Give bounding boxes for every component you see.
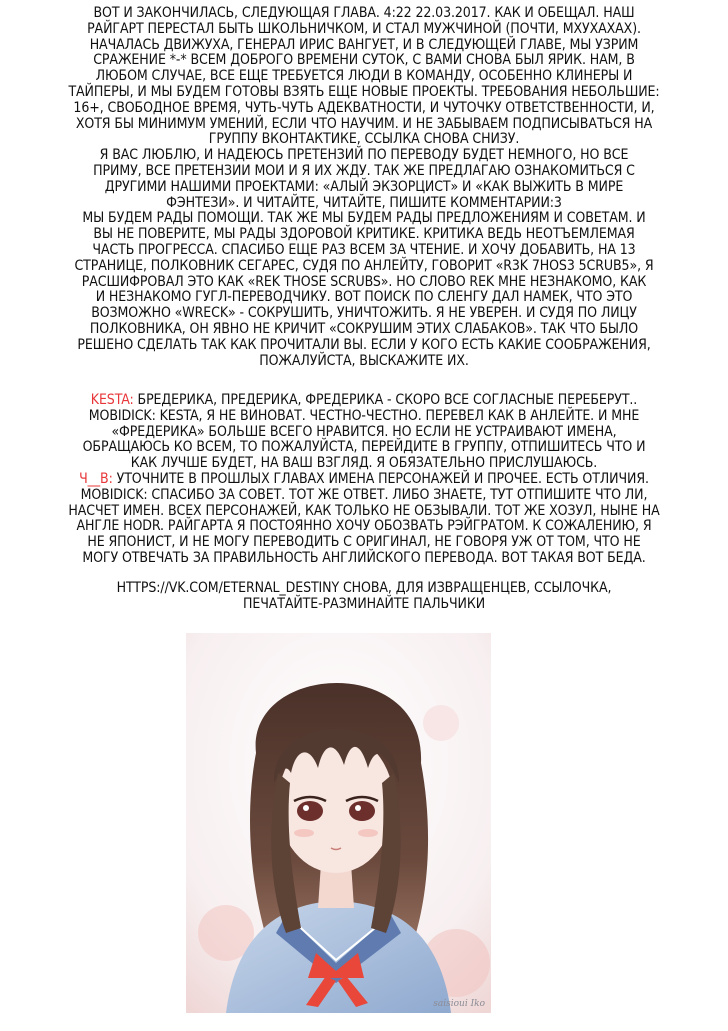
- link-line: HTTPS://VK.COM/ETERNAL_DESTINY СНОВА, ДЛЯ ИЗВРАЩЕНЦЕВ, ССЫЛОЧКА,: [116, 580, 612, 596]
- note-line: ПРИМУ, ВСЕ ПРЕТЕНЗИИ МОИ И Я ИХ ЖДУ. ТАК ЖЕ ПРЕДЛАГАЮ ОЗНАКОМИТЬСЯ С: [93, 162, 635, 179]
- note-line: ВЫ НЕ ПОВЕРИТЕ, МЫ РАДЫ ЗДОРОВОЙ КРИТИКЕ. КРИТИКА ВЕДЬ НЕОТЪЕМЛЕМАЯ: [93, 226, 635, 243]
- note-line: ПОЖАЛУЙСТА, ВЫСКАЖИТЕ ИХ.: [259, 352, 469, 369]
- note-line: ТАЙПЕРЫ, И МЫ БУДЕМ ГОТОВЫ ВЗЯТЬ ЕЩЕ НОВЫЕ ПРОЕКТЫ. ТРЕБОВАНИЯ НЕБОЛЬШИЕ:: [68, 83, 660, 100]
- comment-line: [34, 440, 694, 456]
- illustration-art: [186, 633, 491, 1013]
- commenter-name: Ч__В:: [79, 470, 113, 487]
- note-line: СРАЖЕНИЕ *-* ВСЕМ ДОБРОГО ВРЕМЕНИ СУТОК, С ВАМИ СНОВА БЫЛ ЯРИК. НАМ, В: [93, 52, 635, 69]
- note-line: ВОТ И ЗАКОНЧИЛАСЬ, СЛЕДУЮЩАЯ ГЛАВА. 4:22 22.03.2017. КАК И ОБЕЩАЛ. НАШ: [93, 5, 635, 21]
- comment-line: [34, 488, 694, 504]
- comment-line: [34, 456, 694, 472]
- comment-line: [34, 393, 694, 409]
- link-line: ПЕЧАТАЙТЕ-РАЗМИНАЙТЕ ПАЛЬЧИКИ: [242, 595, 486, 612]
- note-line: И НЕЗНАКОМО ГУГЛ-ПЕРЕВОДЧИКУ. ВОТ ПОИСК ПО СЛЕНГУ ДАЛ НАМЕК, ЧТО ЭТО: [95, 289, 633, 306]
- note-line: ПОЛКОВНИКА, ОН ЯВНО НЕ КРИЧИТ «СОКРУШИМ ЭТИХ СЛАБАКОВ». ТАК ЧТО БЫЛО: [89, 320, 639, 337]
- note-line: ХОТЯ БЫ МИНИМУМ УМЕНИЙ, ЕСЛИ ЧТО НАУЧИМ. И НЕ ЗАБЫВАЕМ ПОДПИСЫВАТЬСЯ НА: [75, 115, 653, 132]
- note-line: МЫ БУДЕМ РАДЫ ПОМОЩИ. ТАК ЖЕ МЫ БУДЕМ РАДЫ ПРЕДЛОЖЕНИЯМ И СОВЕТАМ. И: [82, 210, 646, 227]
- note-line: ЧАСТЬ ПРОГРЕССА. СПАСИБО ЕЩЕ РАЗ ВСЕМ ЗА ЧТЕНИЕ. И ХОЧУ ДОБАВИТЬ, НА 13: [92, 241, 636, 258]
- comment-line: [34, 535, 694, 551]
- commenter-name: KESTA:: [90, 392, 134, 408]
- note-line: Я ВАС ЛЮБЛЮ, И НАДЕЮСЬ ПРЕТЕНЗИЙ ПО ПЕРЕВОДУ БУДЕТ НЕМНОГО, НО ВСЕ: [99, 147, 629, 164]
- note-line: ЛЮБОМ СЛУЧАЕ, ВСЕ ЕЩЕ ТРЕБУЕТСЯ ЛЮДИ В КОМАНДУ, ОСОБЕННО КЛИНЕРЫ И: [95, 68, 633, 85]
- note-line: НАЧАЛАСЬ ДВИЖУХА, ГЕНЕРАЛ ИРИС ВАНГУЕТ, И В СЛЕДУЮЩЕЙ ГЛАВЕ, МЫ УЗРИМ: [89, 36, 639, 53]
- comment-line: [34, 504, 694, 520]
- comment-line: [34, 409, 694, 425]
- note-line: ГРУППУ ВКОНТАКТИКЕ, ССЫЛКА СНОВА СНИЗУ.: [208, 131, 520, 148]
- comments-section: [34, 393, 694, 567]
- comment-text: MOBIDICK: СПАСИБО ЗА СОВЕТ. ТОТ ЖЕ ОТВЕТ. ЛИБО ЗНАЕТЕ, ТУТ ОТПИШИТЕ ЧТО ЛИ,: [80, 486, 648, 503]
- note-line: РАЙГАРТ ПЕРЕСТАЛ БЫТЬ ШКОЛЬНИЧКОМ, И СТАЛ МУЖЧИНОЙ (ПОЧТИ, МХУХАХАХ).: [87, 20, 641, 37]
- comment-text: MOBIDICK: KESTA, Я НЕ ВИНОВАТ. ЧЕСТНО-ЧЕСТНО. ПЕРЕВЕЛ КАК В АНЛЕЙТЕ. И МНЕ: [88, 407, 640, 424]
- note-line: РАСШИФРОВАЛ ЭТО КАК «REK THOSE SCRUBS». НО СЛОВО REK МНЕ НЕЗНАКОМО, КАК: [81, 273, 647, 290]
- note-line: 16+, СВОБОДНОЕ ВРЕМЯ, ЧУТЬ-ЧУТЬ АДЕКВАТНОСТИ, И ЧУТОЧКУ ОТВЕТСТВЕННОСТИ, И,: [73, 99, 655, 116]
- artist-signature: saisioui Iko: [433, 999, 485, 1009]
- comment-text: ОБРАЩАЮСЬ КО ВСЕМ, ТО ПОЖАЛУЙСТА, ПЕРЕЙДИТЕ В ГРУППУ, ОТПИШИТЕСЬ ЧТО И: [82, 439, 646, 456]
- note-line: ФЭНТЕЗИ». И ЧИТАЙТЕ, ЧИТАЙТЕ, ПИШИТЕ КОММЕНТАРИИ:3: [166, 194, 562, 211]
- note-line: ДРУГИМИ НАШИМИ ПРОЕКТАМИ: «АЛЫЙ ЭКЗОРЦИСТ» И «КАК ВЫЖИТЬ В МИРЕ: [104, 178, 624, 195]
- comment-text: НЕ ЯПОНИСТ, И НЕ МОГУ ПЕРЕВОДИТЬ С ОРИГИНАЛ, НЕ ГОВОРЯ УЖ ОТ ТОМ, ЧТО НЕ: [87, 534, 641, 551]
- note-line: СТРАНИЦЕ, ПОЛКОВНИК СЕГАРЕС, СУДЯ ПО АНЛЕЙТУ, ГОВОРИТ «R3K 7HOS3 5CRUB5», Я: [74, 257, 654, 274]
- note-line: РЕШЕНО СДЕЛАТЬ ТАК КАК ПРОЧИТАЛИ ВЫ. ЕСЛИ У КОГО ЕСТЬ КАКИЕ СООБРАЖЕНИЯ,: [77, 336, 651, 353]
- anime-girl-illustration: [186, 633, 491, 1013]
- comment-line: [34, 472, 694, 488]
- group-link-section: [34, 581, 694, 613]
- comment-text: «ФРЕДЕРИКА» БОЛЬШЕ ВСЕГО НРАВИТСЯ. НО ЕСЛИ НЕ УСТРАИВАЮТ ИМЕНА,: [111, 423, 617, 440]
- note-line: ВОЗМОЖНО «WRECK» - СОКРУШИТЬ, УНИЧТОЖИТЬ. Я НЕ УВЕРЕН. И СУДЯ ПО ЛИЦУ: [91, 305, 637, 322]
- translator-note-main: [34, 6, 694, 369]
- comment-text: НАСЧЕТ ИМЕН. ВСЕХ ПЕРСОНАЖЕЙ, КАК ТОЛЬКО НЕ ОБЗЫВАЛИ. ТОТ ЖЕ ХОЗУЛ, НЫНЕ НА: [68, 502, 660, 519]
- comment-line: [34, 551, 694, 567]
- comment-text: БРЕДЕРИКА, ПРЕДЕРИКА, ФРЕДЕРИКА - СКОРО ВСЕ СОГЛАСНЫЕ ПЕРЕБЕРУТ..: [133, 392, 638, 408]
- comment-line: [34, 519, 694, 535]
- comment-text: УТОЧНИТЕ В ПРОШЛЫХ ГЛАВАХ ИМЕНА ПЕРСОНАЖЕЙ И ПРОЧЕЕ. ЕСТЬ ОТЛИЧИЯ.: [112, 470, 649, 487]
- comment-text: АНГЛЕ HODR. РАЙГАРТА Я ПОСТОЯННО ХОЧУ ОБОЗВАТЬ РЭЙГРАТОМ. К СОЖАЛЕНИЮ, Я: [76, 518, 652, 535]
- comment-text: МОГУ ОТВЕЧАТЬ ЗА ПРАВИЛЬНОСТЬ АНГЛИЙСКОГО ПЕРЕВОДА. ВОТ ТАКАЯ ВОТ БЕДА.: [82, 549, 646, 566]
- comment-text: КАК ЛУЧШЕ БУДЕТ, НА ВАШ ВЗГЛЯД. Я ОБЯЗАТЕЛЬНО ПРИСЛУШАЮСЬ.: [130, 455, 598, 472]
